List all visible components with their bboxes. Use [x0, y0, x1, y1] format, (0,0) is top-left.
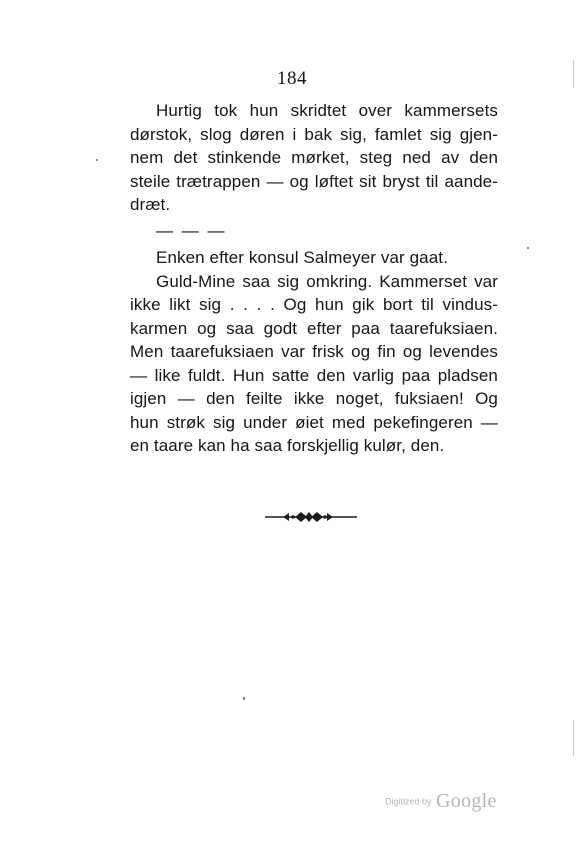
- paper-speck: [243, 697, 245, 700]
- text-line: Enken efter konsul Salmeyer var gaat.: [156, 248, 448, 267]
- text-line: en taare kan ha saa forskjellig kulør, den.: [130, 436, 445, 455]
- text-line: igjen — den feilte ikke noget, fuksiaen! Og: [130, 389, 498, 408]
- page-edge-mark: [573, 720, 574, 756]
- watermark-prefix: Digitized by: [385, 796, 432, 807]
- section-break-dashes: — — —: [156, 220, 227, 240]
- text-line: Guld-Mine saa sig omkring. Kammerset var: [156, 271, 498, 291]
- text-line: Men taarefuksiaen var frisk og fin og levendes: [130, 342, 498, 361]
- decorative-tailpiece-icon: [265, 510, 357, 524]
- paper-speck: [527, 247, 529, 249]
- text-line: Hurtig tok hun skridtet over kammersets: [156, 101, 498, 120]
- page-number: 184: [277, 68, 307, 89]
- text-line: nem det stinkende mørket, steg ned av den: [130, 148, 498, 167]
- google-logo-text: Google: [435, 790, 497, 812]
- text-line: — like fuldt. Hun satte den varlig paa pladsen: [130, 365, 498, 385]
- digitized-by-google-watermark: [385, 790, 497, 813]
- text-line: steile trætrappen — og løftet sit bryst til aande-: [130, 171, 498, 191]
- text-line: ikke likt sig . . . . Og hun gik bort til vindus-: [130, 295, 498, 314]
- page-edge-mark: [573, 60, 574, 88]
- text-line: hun strøk sig under øiet med pekefingeren —: [130, 412, 498, 432]
- text-line: dræt.: [130, 195, 171, 214]
- paper-speck: [96, 159, 98, 161]
- body-text: [130, 99, 498, 458]
- text-line: dørstok, slog døren i bak sig, famlet sig gjen-: [130, 124, 498, 144]
- text-line: karmen og saa godt efter paa taarefuksiaen.: [130, 318, 498, 338]
